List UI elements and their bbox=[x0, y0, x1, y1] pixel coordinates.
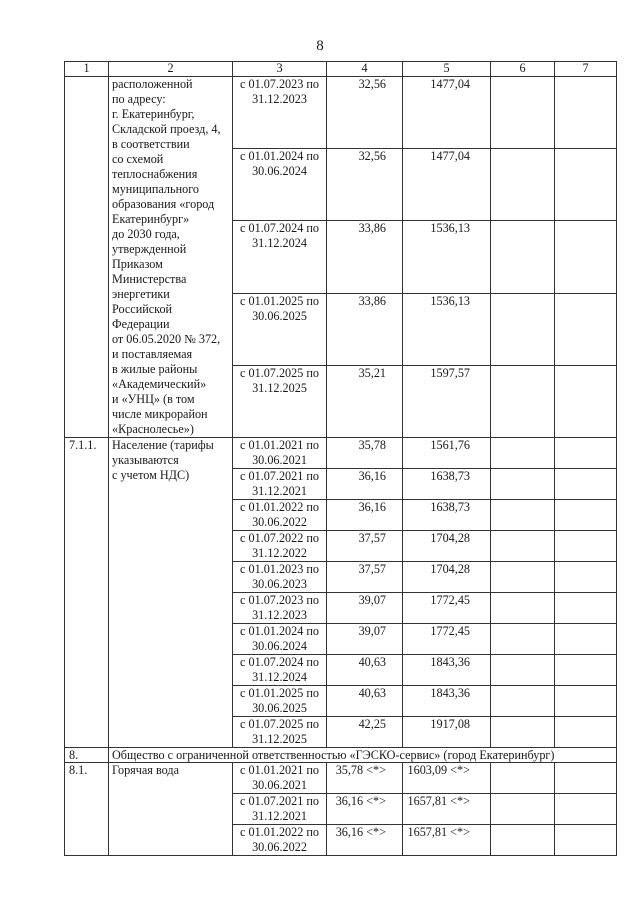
tariff-component-1: 36,16 bbox=[327, 500, 403, 531]
period-cell bbox=[233, 531, 327, 562]
item-number: 7.1.1. bbox=[65, 438, 109, 748]
period-start: с 01.01.2021 по bbox=[240, 763, 319, 777]
tariff-component-3 bbox=[491, 763, 555, 794]
tariff-component-3 bbox=[491, 825, 555, 856]
tariff-component-4 bbox=[555, 562, 617, 593]
period-end: 31.12.2022 bbox=[252, 546, 307, 560]
tariff-component-1: 37,57 bbox=[327, 531, 403, 562]
period-end: 30.06.2024 bbox=[252, 164, 307, 179]
tariff-component-3 bbox=[491, 686, 555, 717]
tariff-component-1: 39,07 bbox=[327, 593, 403, 624]
tariff-component-2: 1917,08 bbox=[403, 717, 491, 748]
period-cell bbox=[233, 469, 327, 500]
tariff-component-3 bbox=[491, 562, 555, 593]
column-header: 1 bbox=[65, 62, 109, 77]
tariff-component-4 bbox=[555, 500, 617, 531]
period-start: с 01.07.2021 по bbox=[240, 794, 319, 808]
tariff-component-3 bbox=[491, 221, 555, 293]
period-end: 30.06.2023 bbox=[252, 577, 307, 591]
period-cell bbox=[233, 221, 327, 293]
tariff-component-4 bbox=[555, 469, 617, 500]
period-start: с 01.01.2021 по bbox=[240, 438, 319, 452]
tariff-component-2: 1477,04 bbox=[403, 149, 491, 221]
tariff-table-body bbox=[65, 62, 617, 856]
tariff-component-2: 1638,73 bbox=[403, 500, 491, 531]
period-end: 31.12.2023 bbox=[252, 608, 307, 622]
tariff-component-2: 1561,76 bbox=[403, 438, 491, 469]
tariff-component-1: 35,78 <*> bbox=[327, 763, 403, 794]
consumer-category: Население (тарифы указываются с учетом НДС) bbox=[109, 438, 233, 748]
tariff-component-4 bbox=[555, 763, 617, 794]
tariff-component-2: 1536,13 bbox=[403, 221, 491, 293]
period-cell bbox=[233, 794, 327, 825]
period-end: 31.12.2025 bbox=[252, 732, 307, 746]
period-cell bbox=[233, 149, 327, 221]
period-start: с 01.07.2021 по bbox=[240, 469, 319, 483]
period-start: с 01.01.2025 по bbox=[240, 293, 319, 308]
period-end: 30.06.2024 bbox=[252, 639, 307, 653]
period-cell bbox=[233, 293, 327, 365]
tariff-component-2: 1704,28 bbox=[403, 562, 491, 593]
tariff-component-3 bbox=[491, 794, 555, 825]
column-header-row bbox=[65, 62, 617, 77]
period-start: с 01.01.2023 по bbox=[240, 562, 319, 576]
period-cell bbox=[233, 562, 327, 593]
tariff-component-4 bbox=[555, 794, 617, 825]
tariff-component-4 bbox=[555, 365, 617, 437]
period-end: 31.12.2024 bbox=[252, 670, 307, 684]
tariff-component-3 bbox=[491, 593, 555, 624]
tariff-component-2: 1657,81 <*> bbox=[403, 794, 491, 825]
tariff-component-3 bbox=[491, 717, 555, 748]
period-start: с 01.07.2024 по bbox=[240, 221, 319, 236]
period-start: с 01.07.2024 по bbox=[240, 655, 319, 669]
consumer-category: Горячая вода bbox=[109, 763, 233, 856]
organization-name: Общество с ограниченной ответственностью «ГЭСКО-сервис» (город Екатеринбург) bbox=[109, 748, 617, 763]
tariff-component-4 bbox=[555, 149, 617, 221]
tariff-component-1: 40,63 bbox=[327, 686, 403, 717]
tariff-component-1: 33,86 bbox=[327, 293, 403, 365]
period-end: 30.06.2022 bbox=[252, 840, 307, 854]
tariff-component-4 bbox=[555, 717, 617, 748]
tariff-component-3 bbox=[491, 531, 555, 562]
tariff-component-1: 35,21 bbox=[327, 365, 403, 437]
period-cell bbox=[233, 500, 327, 531]
column-header: 6 bbox=[491, 62, 555, 77]
period-start: с 01.01.2024 по bbox=[240, 624, 319, 638]
period-cell bbox=[233, 825, 327, 856]
tariff-component-3 bbox=[491, 624, 555, 655]
table-row bbox=[65, 763, 617, 794]
tariff-component-3 bbox=[491, 655, 555, 686]
tariff-component-1: 32,56 bbox=[327, 77, 403, 149]
tariff-component-2: 1536,13 bbox=[403, 293, 491, 365]
tariff-component-1: 32,56 bbox=[327, 149, 403, 221]
period-end: 30.06.2025 bbox=[252, 308, 307, 323]
table-row bbox=[65, 77, 617, 149]
tariff-component-2: 1843,36 bbox=[403, 655, 491, 686]
period-cell bbox=[233, 624, 327, 655]
period-end: 31.12.2025 bbox=[252, 380, 307, 395]
organization-row bbox=[65, 748, 617, 763]
tariff-component-1: 33,86 bbox=[327, 221, 403, 293]
tariff-component-1: 36,16 bbox=[327, 469, 403, 500]
tariff-component-1: 35,78 bbox=[327, 438, 403, 469]
tariff-component-2: 1704,28 bbox=[403, 531, 491, 562]
period-end: 30.06.2022 bbox=[252, 515, 307, 529]
period-cell bbox=[233, 686, 327, 717]
tariff-component-1: 39,07 bbox=[327, 624, 403, 655]
period-end: 31.12.2023 bbox=[252, 92, 307, 106]
tariff-component-1: 42,25 bbox=[327, 717, 403, 748]
period-start: с 01.01.2025 по bbox=[240, 686, 319, 700]
tariff-component-2: 1772,45 bbox=[403, 624, 491, 655]
tariff-component-3 bbox=[491, 77, 555, 149]
column-header: 3 bbox=[233, 62, 327, 77]
tariff-component-3 bbox=[491, 438, 555, 469]
tariff-component-4 bbox=[555, 655, 617, 686]
tariff-component-1: 36,16 <*> bbox=[327, 794, 403, 825]
tariff-component-3 bbox=[491, 500, 555, 531]
column-header: 5 bbox=[403, 62, 491, 77]
period-start: с 01.01.2024 по bbox=[240, 149, 319, 164]
period-cell bbox=[233, 77, 327, 149]
tariff-component-2: 1603,09 <*> bbox=[403, 763, 491, 794]
period-start: с 01.07.2025 по bbox=[240, 365, 319, 380]
table-row bbox=[65, 438, 617, 469]
period-cell bbox=[233, 593, 327, 624]
period-end: 30.06.2021 bbox=[252, 778, 307, 792]
period-start: с 01.01.2022 по bbox=[240, 825, 319, 839]
tariff-component-4 bbox=[555, 624, 617, 655]
period-end: 30.06.2021 bbox=[252, 453, 307, 467]
column-header: 7 bbox=[555, 62, 617, 77]
tariff-component-4 bbox=[555, 531, 617, 562]
period-cell bbox=[233, 717, 327, 748]
period-start: с 01.01.2022 по bbox=[240, 500, 319, 514]
tariff-table bbox=[64, 61, 617, 856]
column-header: 4 bbox=[327, 62, 403, 77]
tariff-component-1: 37,57 bbox=[327, 562, 403, 593]
period-end: 31.12.2024 bbox=[252, 236, 307, 251]
period-start: с 01.07.2023 по bbox=[240, 593, 319, 607]
tariff-component-1: 36,16 <*> bbox=[327, 825, 403, 856]
period-start: с 01.07.2025 по bbox=[240, 717, 319, 731]
tariff-component-4 bbox=[555, 593, 617, 624]
period-cell bbox=[233, 365, 327, 437]
tariff-component-2: 1843,36 bbox=[403, 686, 491, 717]
tariff-component-3 bbox=[491, 293, 555, 365]
tariff-component-3 bbox=[491, 149, 555, 221]
period-end: 31.12.2021 bbox=[252, 809, 307, 823]
tariff-component-3 bbox=[491, 365, 555, 437]
tariff-component-4 bbox=[555, 438, 617, 469]
tariff-component-4 bbox=[555, 221, 617, 293]
tariff-component-2: 1772,45 bbox=[403, 593, 491, 624]
tariff-component-2: 1638,73 bbox=[403, 469, 491, 500]
period-start: с 01.07.2022 по bbox=[240, 531, 319, 545]
column-header: 2 bbox=[109, 62, 233, 77]
period-cell bbox=[233, 763, 327, 794]
item-number bbox=[65, 77, 109, 438]
period-end: 31.12.2021 bbox=[252, 484, 307, 498]
tariff-component-4 bbox=[555, 77, 617, 149]
item-number: 8.1. bbox=[65, 763, 109, 856]
period-end: 30.06.2025 bbox=[252, 701, 307, 715]
tariff-component-4 bbox=[555, 293, 617, 365]
tariff-component-2: 1597,57 bbox=[403, 365, 491, 437]
tariff-component-3 bbox=[491, 469, 555, 500]
period-cell bbox=[233, 655, 327, 686]
page-number: 8 bbox=[316, 38, 324, 54]
period-cell bbox=[233, 438, 327, 469]
tariff-component-2: 1657,81 <*> bbox=[403, 825, 491, 856]
tariff-component-4 bbox=[555, 825, 617, 856]
section-number: 8. bbox=[65, 748, 109, 763]
tariff-component-4 bbox=[555, 686, 617, 717]
tariff-component-1: 40,63 bbox=[327, 655, 403, 686]
tariff-component-2: 1477,04 bbox=[403, 77, 491, 149]
period-start: с 01.07.2023 по bbox=[240, 77, 319, 91]
consumer-category: расположенной по адресу: г. Екатеринбург, Складской проезд, 4, в соответствии со схемой теплоснабжения муниципального образования «город Екатеринбург» до 2030 года, утвержденной Приказом Министерства энергетики Российской Федерации от 06.05.2020 № 372, и поставляемая в жилые районы «Академический» и «УНЦ» (в том числе микрорайон «Краснолесье») bbox=[109, 77, 233, 438]
